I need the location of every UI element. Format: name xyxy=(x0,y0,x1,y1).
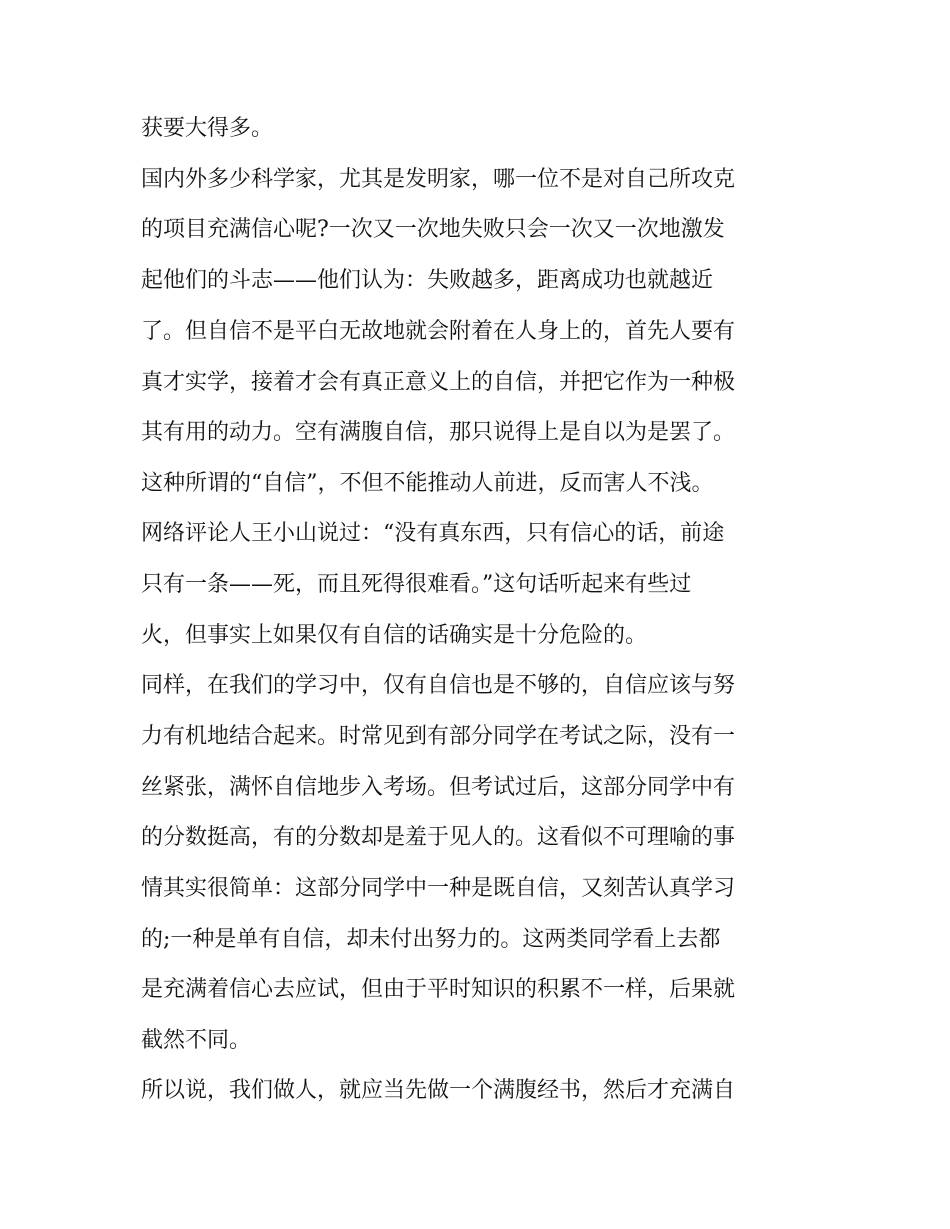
text-line: 只有一条——死，而且死得很难看。”这句话听起来有些过 xyxy=(141,572,692,597)
text-line: 火，但事实上如果仅有自信的话确实是十分危险的。 xyxy=(141,623,648,648)
text-line: 的;一种是单有自信，却未付出努力的。这两类同学看上去都 xyxy=(141,927,721,952)
text-line: 获要大得多。 xyxy=(141,116,274,141)
text-line: 网络评论人王小山说过：“没有真东西，只有信心的话，前途 xyxy=(141,521,725,546)
text-line: 真才实学，接着才会有真正意义上的自信，并把它作为一种极 xyxy=(141,370,736,395)
text-line: 所以说，我们做人，就应当先做一个满腹经书，然后才充满自 xyxy=(141,1078,736,1103)
text-line: 的项目充满信心呢?一次又一次地失败只会一次又一次地激发 xyxy=(141,217,725,242)
text-line: 国内外多少科学家，尤其是发明家，哪一位不是对自己所攻克 xyxy=(141,167,736,192)
text-line: 情其实很简单：这部分同学中一种是既自信，又刻苦认真学习 xyxy=(141,876,736,901)
text-line: 截然不同。 xyxy=(141,1028,252,1053)
text-line: 力有机地结合起来。时常见到有部分同学在考试之际，没有一 xyxy=(141,724,736,749)
text-line: 丝紧张，满怀自信地步入考场。但考试过后，这部分同学中有 xyxy=(141,775,736,800)
text-line: 这种所谓的“自信”，不但不能推动人前进，反而害人不浅。 xyxy=(141,471,714,496)
text-line: 是充满着信心去应试，但由于平时知识的积累不一样，后果就 xyxy=(141,977,736,1002)
text-line: 了。但自信不是平白无故地就会附着在人身上的，首先人要有 xyxy=(141,319,736,344)
text-line: 起他们的斗志——他们认为：失败越多，距离成功也就越近 xyxy=(141,268,714,293)
text-line: 的分数挺高，有的分数却是羞于见人的。这看似不可理喻的事 xyxy=(141,825,736,850)
text-line: 其有用的动力。空有满腹自信，那只说得上是自以为是罢了。 xyxy=(141,420,736,445)
text-line: 同样，在我们的学习中，仅有自信也是不够的，自信应该与努 xyxy=(141,673,736,698)
